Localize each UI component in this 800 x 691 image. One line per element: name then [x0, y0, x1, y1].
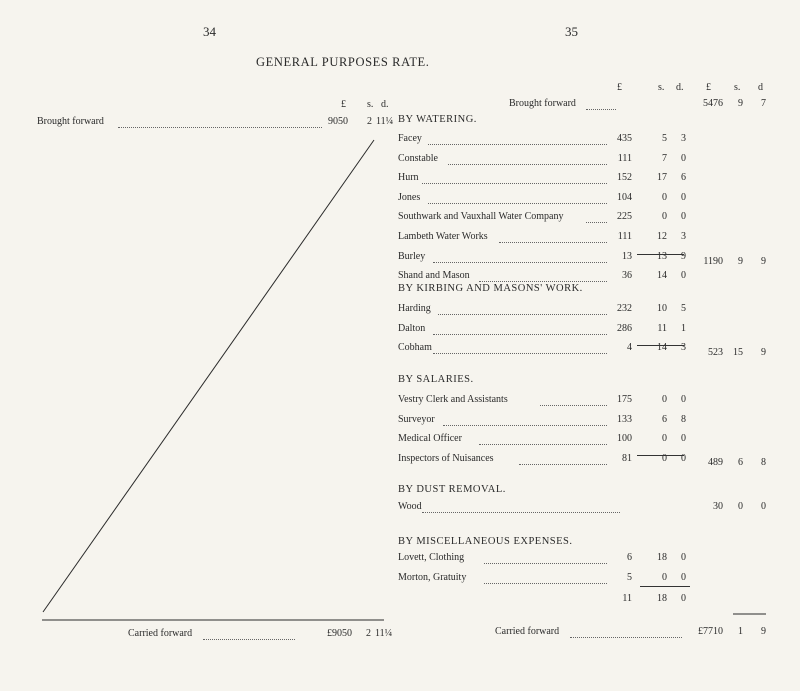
line-item-shillings: 14 — [657, 342, 667, 354]
line-item-pence: 3 — [681, 231, 686, 242]
leader-dots — [433, 353, 607, 354]
line-item-pence: 8 — [681, 413, 686, 425]
leader-dots — [428, 144, 608, 145]
line-item-name: Morton, Gratuity — [398, 571, 467, 583]
line-item-pence: 0 — [681, 452, 686, 464]
line-item-shillings: 0 — [662, 433, 667, 445]
left-carried-forward-pence: 11¼ — [375, 628, 393, 639]
line-item-name: Inspectors of Nuisances — [398, 452, 494, 464]
line-item-shillings: 14 — [657, 270, 667, 282]
section-total-pounds: 1190 — [703, 256, 723, 267]
line-item-pounds: 30 — [713, 501, 723, 512]
right-brought-forward-label: Brought forward — [509, 98, 576, 109]
line-item-pence: 0 — [681, 211, 686, 223]
sum-rule — [637, 254, 684, 255]
section-heading: BY KIRBING AND MASONS' WORK. — [398, 283, 583, 294]
line-item-pounds: 100 — [617, 433, 632, 445]
leader-dots — [203, 639, 295, 640]
line-item-name: Surveyor — [398, 413, 435, 425]
leader-dots — [422, 183, 607, 184]
line-item-name: Wood — [398, 501, 422, 512]
line-item-pence: 0 — [681, 152, 686, 164]
line-item-name: Shand and Mason — [398, 270, 470, 282]
line-item-name: Jones — [398, 191, 421, 203]
left-brought-forward-label: Brought forward — [37, 116, 104, 127]
line-item-name: Lambeth Water Works — [398, 231, 488, 242]
line-item-name: Vestry Clerk and Assistants — [398, 394, 508, 405]
section-total-pounds: 489 — [708, 457, 723, 468]
right-carried-forward-pounds: £7710 — [698, 626, 723, 637]
section-subtotal-pounds: 11 — [622, 593, 632, 604]
line-item-shillings: 5 — [662, 133, 667, 144]
line-item-pence: 0 — [681, 394, 686, 405]
line-item-pounds: 175 — [617, 394, 632, 405]
leader-dots — [428, 203, 608, 204]
leader-dots — [519, 464, 607, 465]
leader-dots — [438, 314, 607, 315]
line-item-pounds: 152 — [617, 172, 632, 184]
line-item-pence: 3 — [681, 342, 686, 354]
line-item-pounds: 133 — [617, 413, 632, 425]
line-item-shillings: 10 — [657, 303, 667, 314]
right-header-shillings-2: s. — [734, 82, 741, 93]
leader-dots — [484, 583, 607, 584]
line-item-pounds: 111 — [617, 152, 632, 164]
leader-dots — [479, 444, 608, 445]
line-item-shillings: 0 — [662, 191, 667, 203]
left-page-number: 34 — [203, 24, 216, 39]
line-item-name: Lovett, Clothing — [398, 552, 465, 563]
left-header-shillings: s. — [367, 99, 374, 110]
line-item-shillings: 0 — [738, 501, 743, 512]
right-brought-forward-pounds: 5476 — [703, 98, 723, 109]
right-header-pence-2: d — [758, 82, 763, 93]
line-item-name: Cobham — [398, 342, 432, 354]
section-heading: BY MISCELLANEOUS EXPENSES. — [398, 536, 573, 547]
left-brought-forward-shillings: 2 — [367, 116, 372, 127]
line-item-pounds: 5 — [627, 571, 632, 583]
line-item-pence: 0 — [681, 571, 686, 583]
line-item-pounds: 4 — [627, 342, 632, 354]
line-item-name: Facey — [398, 133, 422, 144]
line-item-pounds: 435 — [617, 133, 632, 144]
line-item-pence: 3 — [681, 133, 686, 144]
line-item-shillings: 0 — [662, 452, 667, 464]
leader-dots — [540, 405, 607, 406]
line-item-pounds: 81 — [622, 452, 632, 464]
line-item-pence: 0 — [681, 433, 686, 445]
right-header-pounds-2: £ — [706, 82, 711, 93]
section-total-pence: 9 — [761, 256, 766, 267]
line-item-pence: 0 — [681, 270, 686, 282]
section-total-pence: 8 — [761, 457, 766, 468]
section-total-shillings: 15 — [733, 347, 743, 358]
left-brought-forward-pence: 11¼ — [376, 116, 394, 127]
line-item-pounds: 104 — [617, 191, 632, 203]
leader-dots — [499, 242, 607, 243]
left-carried-forward-label: Carried forward — [128, 628, 193, 639]
leader-dots — [448, 164, 607, 165]
line-item-name: Burley — [398, 250, 426, 262]
right-page-number: 35 — [565, 24, 578, 39]
line-item-name: Hurn — [398, 172, 419, 184]
sum-rule — [637, 455, 684, 456]
page-title: GENERAL PURPOSES RATE. — [256, 55, 430, 69]
section-heading: BY WATERING. — [398, 114, 477, 125]
left-header-pounds: £ — [341, 99, 346, 110]
sum-rule — [637, 345, 684, 346]
right-carried-forward-shillings: 1 — [738, 626, 743, 637]
section-heading: BY DUST REMOVAL. — [398, 484, 506, 495]
leader-dots — [586, 109, 616, 110]
line-item-name: Harding — [398, 303, 431, 314]
section-total-pounds: 523 — [708, 347, 723, 358]
line-item-shillings: 12 — [657, 231, 667, 242]
line-item-pounds: 13 — [622, 250, 632, 262]
leader-dots — [570, 637, 682, 638]
leader-dots — [443, 425, 607, 426]
left-brought-forward-pounds: 9050 — [328, 116, 348, 127]
line-item-name: Southwark and Vauxhall Water Company — [398, 211, 564, 223]
line-item-pence: 9 — [681, 250, 686, 262]
line-item-pence: 5 — [681, 303, 686, 314]
line-item-shillings: 0 — [662, 394, 667, 405]
line-item-pence: 6 — [681, 172, 686, 184]
leader-dots — [433, 262, 607, 263]
leader-dots — [433, 334, 607, 335]
right-header-pence-1: d. — [676, 82, 684, 93]
section-subtotal-pence: 0 — [681, 593, 686, 604]
line-item-pounds: 36 — [622, 270, 632, 282]
left-carried-forward-shillings: 2 — [366, 628, 371, 639]
line-item-shillings: 18 — [657, 552, 667, 563]
section-total-shillings: 6 — [738, 457, 743, 468]
right-header-shillings-1: s. — [658, 82, 665, 93]
line-item-pence: 0 — [681, 552, 686, 563]
line-item-shillings: 13 — [657, 250, 667, 262]
line-item-shillings: 7 — [662, 152, 667, 164]
line-item-pence: 0 — [681, 191, 686, 203]
line-item-name: Dalton — [398, 322, 426, 334]
leader-dots — [484, 563, 607, 564]
sum-rule — [640, 586, 690, 587]
line-item-shillings: 0 — [662, 211, 667, 223]
right-header-pounds-1: £ — [617, 82, 622, 93]
leader-dots — [422, 512, 620, 513]
right-brought-forward-pence: 7 — [761, 98, 766, 109]
line-item-pounds: 225 — [617, 211, 632, 223]
section-heading: BY SALARIES. — [398, 374, 474, 385]
line-item-shillings: 0 — [662, 571, 667, 583]
line-item-pounds: 232 — [617, 303, 632, 314]
line-item-name: Medical Officer — [398, 433, 462, 445]
line-item-shillings: 6 — [662, 413, 667, 425]
line-item-pounds: 111 — [617, 231, 632, 242]
line-item-pence: 0 — [761, 501, 766, 512]
line-item-shillings: 11 — [657, 322, 667, 334]
section-total-pence: 9 — [761, 347, 766, 358]
right-carried-forward-pence: 9 — [761, 626, 766, 637]
line-item-name: Constable — [398, 152, 438, 164]
line-item-pounds: 286 — [617, 322, 632, 334]
section-total-shillings: 9 — [738, 256, 743, 267]
left-carried-forward-pounds: £9050 — [327, 628, 352, 639]
section-subtotal-shillings: 18 — [657, 593, 667, 604]
leader-dots — [586, 222, 607, 223]
right-carried-forward-label: Carried forward — [495, 626, 560, 637]
line-item-pounds: 6 — [627, 552, 632, 563]
line-item-shillings: 17 — [657, 172, 667, 184]
right-brought-forward-shillings: 9 — [738, 98, 743, 109]
left-header-pence: d. — [381, 99, 389, 110]
line-item-pence: 1 — [681, 322, 686, 334]
